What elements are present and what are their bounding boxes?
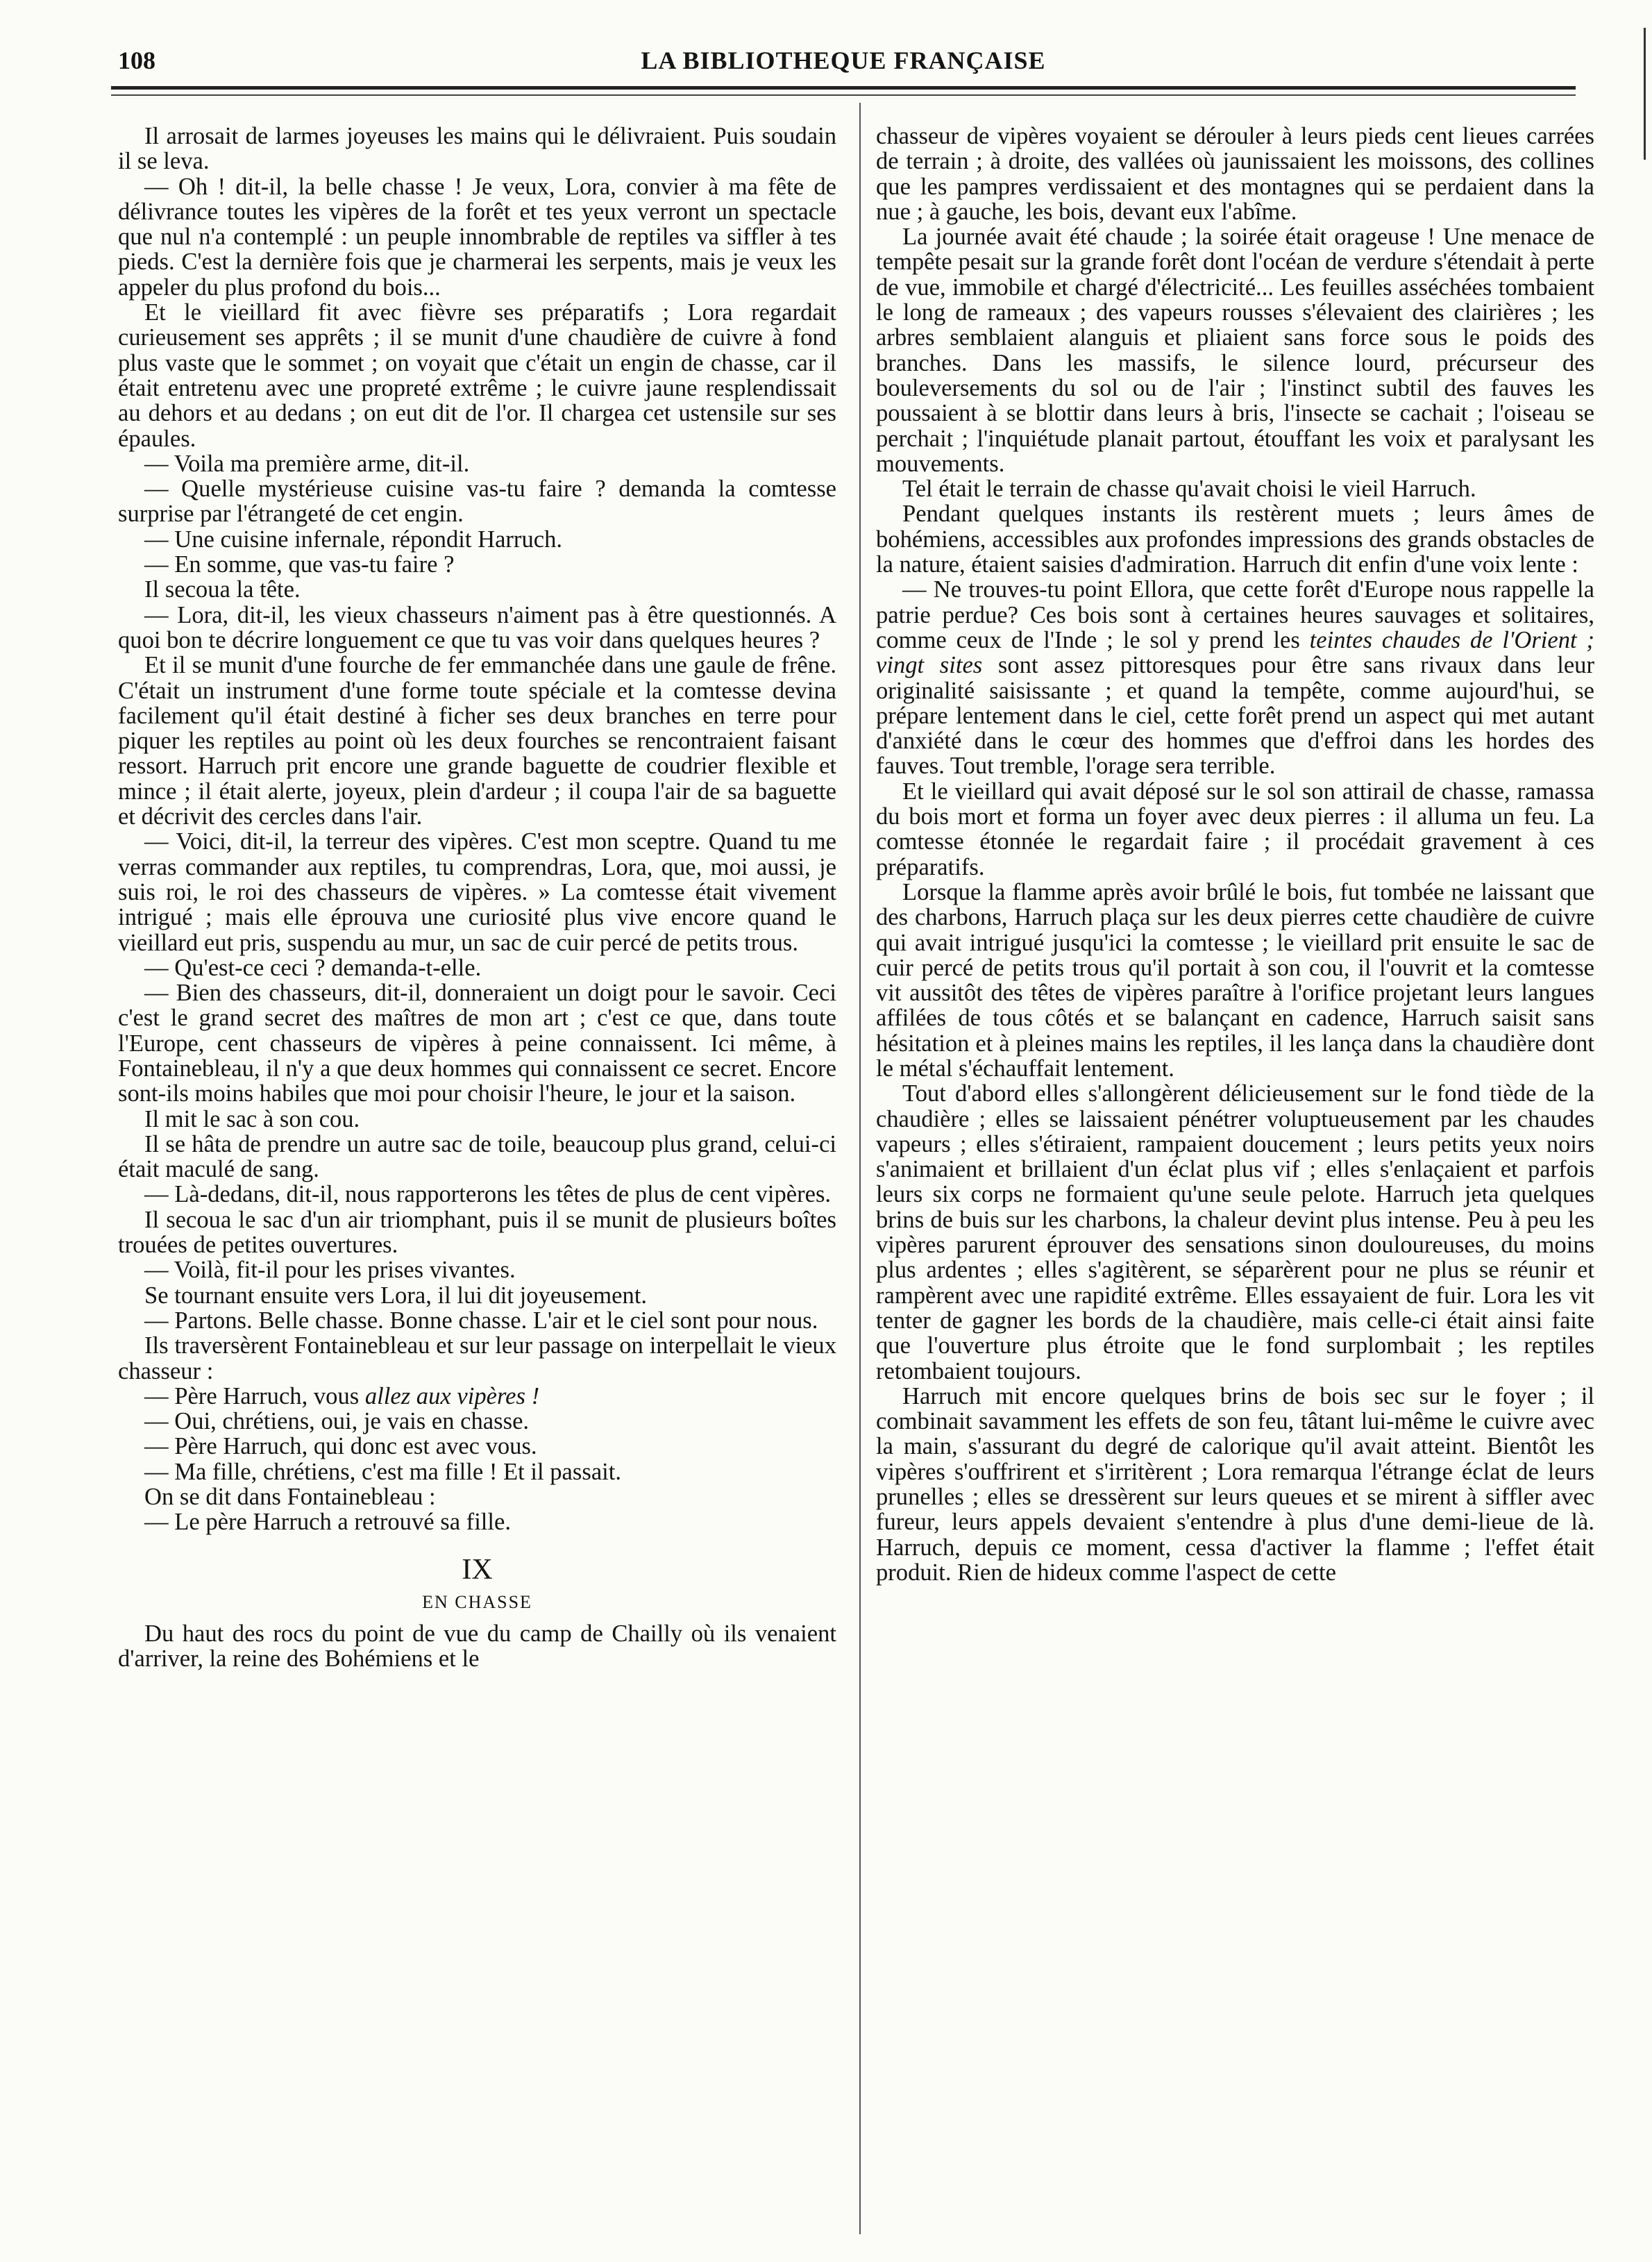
paragraph: Se tournant ensuite vers Lora, il lui dit joyeusement. [144,1282,648,1309]
paragraph: — Qu'est-ce ceci ? demanda-t-elle. [144,954,482,981]
paragraph: Ils traversèrent Fontainebleau et sur leur passage on interpellait le vieux chasseur : [118,1332,836,1384]
paragraph: Et le vieillard fit avec fièvre ses préparatifs ; Lora regardait curieusement ses apprêts ; il se munit d'une chaudière de cuivre à fond plus vaste que le sommet ; on voyait que c'était un engin de chasse, car il était entretenu avec une propreté extrême ; le cuivre jaune resplendissait au dehors et au dedans ; on eut dit de l'or. Il chargea cet ustensile sur ses épaules. [118,299,836,452]
paragraph: Pendant quelques instants ils restèrent muets ; leurs âmes de bohémiens, accessibles aux profondes impressions des grands obstacles de la nature, étaient saisies d'admiration. Harruch dit enfin d'une voix lente : [876,501,1594,578]
paragraph: — Lora, dit-il, les vieux chasseurs n'aiment pas à être questionnés. A quoi bon te décrire longuement ce que tu vas voir dans quelques heures ? [118,601,836,653]
header-rule-thin [111,94,1576,96]
column-divider [859,103,861,2234]
paragraph: Il arrosait de larmes joyeuses les mains qui le délivraient. Puis soudain il se leva. [118,123,836,175]
paragraph [876,577,1594,778]
paragraph: — Voici, dit-il, la terreur des vipères. C'est mon sceptre. Quand tu me verras commander aux reptiles, tu comprendras, Lora, que, moi aussi, je suis roi, le roi des chasseurs de vipères. » La comtesse était vivement intrigué ; mais elle éprouva une curiosité plus vive encore quand le vieillard eut pris, suspendu au mur, un sac de cuir percé de petits trous. [118,828,836,956]
paragraph: — Le père Harruch a retrouvé sa fille. [144,1509,512,1536]
page-number: 108 [118,47,155,74]
page-edge-mark [1644,28,1646,160]
paragraph: La journée avait été chaude ; la soirée était orageuse ! Une menace de tempête pesait sur la grande forêt dont l'océan de verdure s'étendait à perte de vue, immobile et chargé d'électricité... Les feuilles asséchées tombaient le long de rameaux ; des vapeurs rousses s'élevaient des clairières ; les arbres semblaient alanguis et pliaient sans force sous le poids des branches. Dans les massifs, le silence lourd, précurseur des bouleversements du sol ou de l'air ; l'instinct subtil des fauves les poussaient à se blottir dans leurs à bris, l'insecte se cachait ; l'oiseau se perchait ; l'inquiétude planait partout, étouffant les voix et paralysant les mouvements. [876,224,1594,477]
left-column [118,124,836,1671]
paragraph: — Oui, chrétiens, oui, je vais en chasse. [144,1408,530,1435]
chapter-title: EN CHASSE [422,1591,532,1612]
text-run: — Père Harruch, vous [144,1382,365,1409]
text-run: sont assez pittoresques pour être sans rivaux dans leur originalité saisissante ; et quand la tempête, comme aujourd'hui, se prépare lentement dans le ciel, cette forêt prend un aspect qui met autant d'anxiété dans le cœur des hommes que d'effroi dans les hordes des fauves. Tout tremble, l'orage sera terrible. [876,652,1594,780]
paragraph: Il se hâta de prendre un autre sac de toile, beaucoup plus grand, celui-ci était maculé de sang. [118,1130,836,1183]
paragraph: Lorsque la flamme après avoir brûlé le bois, fut tombée ne laissant que des charbons, Harruch plaça sur les deux pierres cette chaudière de cuivre qui avait intrigué jusqu'ici la comtesse ; le vieillard prit ensuite le sac de cuir percé de petits trous qu'il portait à son cou, il l'ouvrit et la comtesse vit aussitôt des têtes de vipères paraître à l'orifice projetant leurs langues affilées de tous côtés et se balançant en cadence, Harruch saisit sans hésitation et à pleines mains les reptiles, il les lança dans la chaudière dont le métal s'échauffait lentement. [876,878,1594,1082]
paragraph: — Une cuisine infernale, répondit Harruch. [144,526,563,553]
paragraph: — Là-dedans, dit-il, nous rapporterons les têtes de plus de cent vipères. [144,1181,832,1208]
paragraph: — Partons. Belle chasse. Bonne chasse. L'air et le ciel sont pour nous. [144,1307,818,1334]
paragraph: Du haut des rocs du point de vue du camp de Chailly où ils venaient d'arriver, la reine des Bohémiens et le [118,1620,836,1672]
paragraph: Il secoua le sac d'un air triomphant, puis il se munit de plusieurs boîtes trouées de petites ouvertures. [118,1206,836,1259]
paragraph: Et il se munit d'une fourche de fer emmanchée dans une gaule de frêne. C'était un instrument d'une forme toute spéciale et la comtesse devina facilement qu'il était destiné à ficher ses deux branches en terre pour piquer les reptiles au point où les deux fourches se rencontraient faisant ressort. Harruch prit encore une grande baguette de coudrier flexible et mince ; il était alerte, joyeux, plein d'ardeur ; il coupa l'air de sa baguette et décrivit des cercles dans l'air. [118,652,836,830]
page-header [118,46,1569,82]
paragraph: chasseur de vipères voyaient se dérouler à leurs pieds cent lieues carrées de terrain ; à droite, des vallées où jaunissaient les moissons, des collines que les pampres verdissaient et des montagnes qui se perdaient dans la nue ; à gauche, les bois, devant eux l'abîme. [876,123,1594,225]
text-run: — Ne trouves-tu point Ellora, que cette forêt d'Europe nous rappelle la patrie perdue? Ces bois sont à certaines heures sauvages et solitaires, comme ceux de l'Inde ; le sol y prend les [876,576,1594,653]
paragraph: Il secoua la tête. [144,576,301,603]
paragraph: — En somme, que vas-tu faire ? [144,551,455,578]
running-title: LA BIBLIOTHEQUE FRANÇAISE [641,47,1046,74]
paragraph [118,1384,836,1409]
paragraph: On se dit dans Fontainebleau : [144,1484,436,1511]
header-rule-thick [111,86,1576,90]
paragraph: — Oh ! dit-il, la belle chasse ! Je veux, Lora, convier à ma fête de délivrance toutes les vipères de la forêt et tes yeux verront un spectacle que nul n'a contemplé : un peuple innombrable de reptiles va siffler à tes pieds. C'est la dernière fois que je charmerai les serpents, mais je veux les appeler du plus profond du bois... [118,173,836,301]
right-column [876,124,1594,1585]
paragraph: Et le vieillard qui avait déposé sur le sol son attirail de chasse, ramassa du bois mort et forma un foyer avec deux pierres : il alluma un feu. La comtesse étonnée le regardait faire ; il procédait gravement à ces préparatifs. [876,778,1594,880]
italic-text: teintes chaudes de l'Orient ; vingt sites [876,626,1594,679]
paragraph: Tel était le terrain de chasse qu'avait choisi le vieil Harruch. [902,476,1476,503]
paragraph: — Voilà, fit-il pour les prises vivantes. [144,1257,516,1284]
paragraph: — Quelle mystérieuse cuisine vas-tu faire ? demanda la comtesse surprise par l'étrangeté de cet engin. [118,476,836,528]
paragraph: — Père Harruch, qui donc est avec vous. [144,1433,537,1460]
paragraph: — Ma fille, chrétiens, c'est ma fille ! Et il passait. [144,1458,622,1485]
paragraph: — Voila ma première arme, dit-il. [144,450,470,477]
paragraph: Il mit le sac à son cou. [144,1105,360,1132]
paragraph: Tout d'abord elles s'allongèrent délicieusement sur le fond tiède de la chaudière ; elles se laissaient pénétrer voluptueusement par les chaudes vapeurs ; elles s'étiraient, rampaient doucement ; leurs petits yeux noirs s'animaient et brillaient d'un éclat plus vif ; elles s'enlaçaient et parfois leurs six corps ne formaient qu'une seule pelote. Harruch jeta quelques brins de buis sur les charbons, la chaleur devint plus intense. Peu à peu les vipères parurent éprouver des sensations sinon douloureuses, du moins plus ardentes ; elles s'agitèrent, se séparèrent pour ne plus se réunir et rampèrent avec une rapidité extrême. Elles essayaient de fuir. Lora les vit tenter de gagner les bords de la chaudière, mais celle-ci était ainsi faite que l'ouverture plus étroite que le fond surplombait ; les reptiles retombaient toujours. [876,1080,1594,1384]
chapter-number: IX [462,1553,493,1586]
italic-text: allez aux vipères ! [364,1382,540,1409]
paragraph: — Bien des chasseurs, dit-il, donneraient un doigt pour le savoir. Ceci c'est le grand secret des maîtres de mon art ; c'est ce que, dans toute l'Europe, cent chasseurs de vipères à peine connaissent. Ici même, à Fontainebleau, il n'y a que deux hommes qui connaissent ce secret. Encore sont-ils moins habiles que moi pour choisir l'heure, le jour et la saison. [118,980,836,1107]
paragraph: Harruch mit encore quelques brins de bois sec sur le foyer ; il combinait savamment les effets de son feu, tâtant lui-même le cuivre avec la main, s'assurant du degré de calorique qu'il avait atteint. Bientôt les vipères s'ouffrirent et s'irritèrent ; Lora remarqua l'étrange éclat de leurs prunelles ; elles se dressèrent sur leurs queues et se mirent à siffler avec fureur, leurs appels devaient s'entendre à plus d'une demi-lieue de là. Harruch, depuis ce moment, cessa d'activer la flamme ; l'effet était produit. Rien de hideux comme l'aspect de cette [876,1382,1594,1586]
